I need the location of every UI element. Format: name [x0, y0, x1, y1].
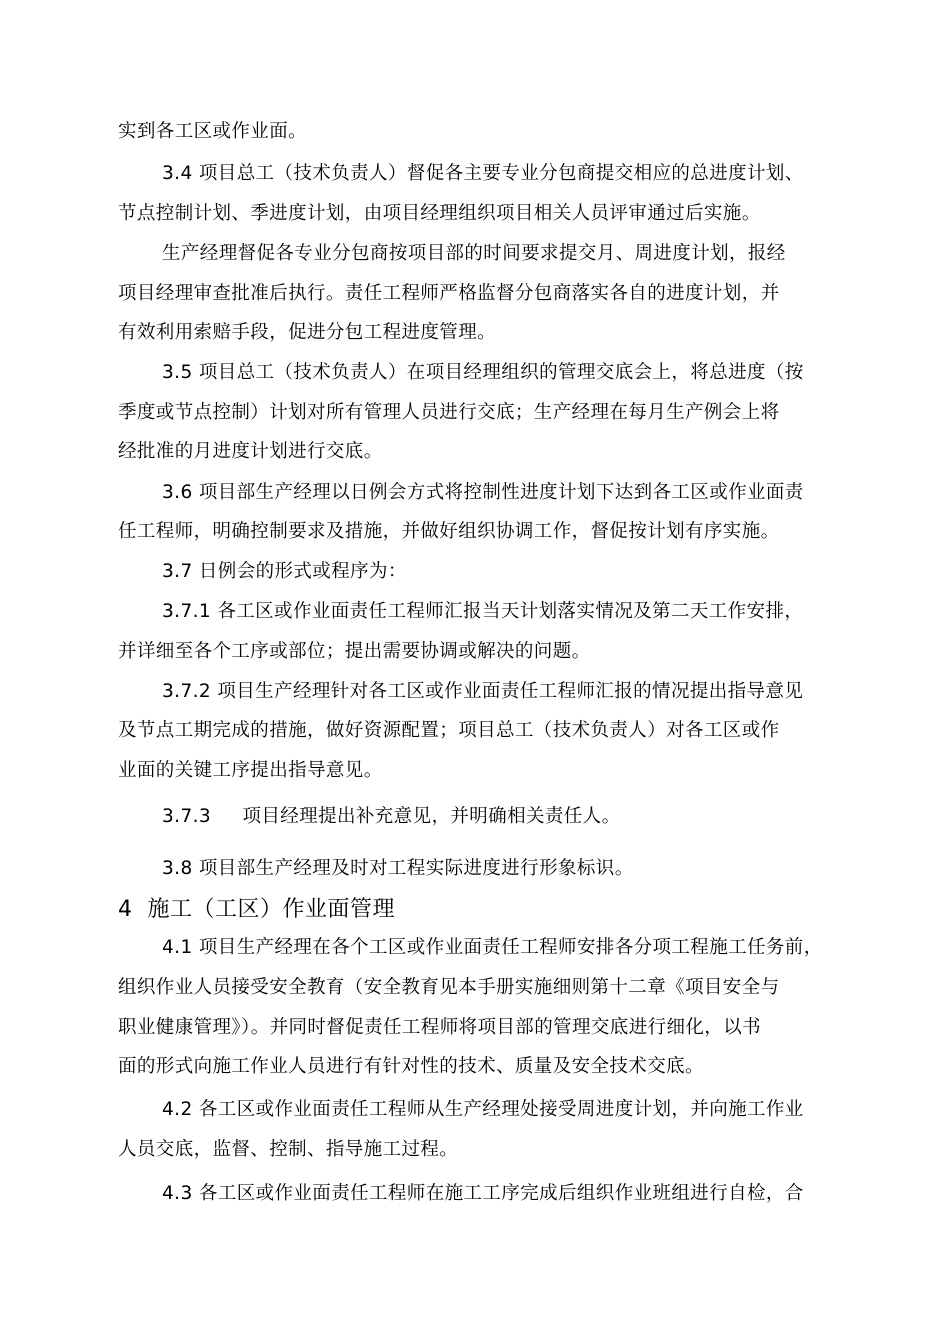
text-line: 3.4 项目总工（技术负责人）督促各主要专业分包商提交相应的总进度计划、: [162, 163, 804, 184]
text-line: 4.2 各工区或作业面责任工程师从生产经理处接受周进度计划，并向施工作业: [162, 1099, 804, 1120]
text-line: 经批准的月进度计划进行交底。: [118, 441, 383, 462]
text-line: 3.7.3 项目经理提出补充意见，并明确相关责任人。: [162, 806, 621, 827]
text-line: 组织作业人员接受安全教育（安全教育见本手册实施细则第十二章《项目安全与: [118, 977, 780, 998]
text-line: 4.1 项目生产经理在各个工区或作业面责任工程师安排各分项工程施工任务前，: [162, 937, 823, 958]
text-line: 3.8 项目部生产经理及时对工程实际进度进行形象标识。: [162, 858, 634, 879]
text-line: 季度或节点控制）计划对所有管理人员进行交底；生产经理在每月生产例会上将: [118, 402, 780, 423]
text-line: 有效利用索赔手段，促进分包工程进度管理。: [118, 322, 497, 343]
text-line: 3.6 项目部生产经理以日例会方式将控制性进度计划下达到各工区或作业面责: [162, 482, 804, 503]
text-line: 人员交底，监督、控制、指导施工过程。: [118, 1139, 459, 1160]
text-line: 职业健康管理》）。并同时督促责任工程师将项目部的管理交底进行细化，以书: [118, 1017, 762, 1038]
text-line: 节点控制计划、季进度计划，由项目经理组织项目相关人员评审通过后实施。: [118, 203, 761, 224]
text-line: 业面的关键工序提出指导意见。: [118, 760, 383, 781]
text-line: 3.7.2 项目生产经理针对各工区或作业面责任工程师汇报的情况提出指导意见: [162, 681, 804, 702]
text-line: 3.7.1 各工区或作业面责任工程师汇报当天计划落实情况及第二天工作安排，: [162, 601, 804, 622]
text-line: 4.3 各工区或作业面责任工程师在施工工序完成后组织作业班组进行自检，合: [162, 1183, 804, 1204]
text-line: 面的形式向施工作业人员进行有针对性的技术、质量及安全技术交底。: [118, 1056, 704, 1077]
text-line: 实到各工区或作业面。: [118, 121, 308, 142]
text-line: 3.7 日例会的形式或程序为：: [162, 561, 407, 582]
text-line: 3.5 项目总工（技术负责人）在项目经理组织的管理交底会上，将总进度（按: [162, 362, 804, 383]
text-line: 及节点工期完成的措施，做好资源配置；项目总工（技术负责人）对各工区或作: [118, 720, 780, 741]
text-line: 任工程师，明确控制要求及措施，并做好组织协调工作，督促按计划有序实施。: [118, 521, 780, 542]
text-line: 生产经理督促各专业分包商按项目部的时间要求提交月、周进度计划，报经: [162, 243, 786, 264]
section-heading: 4 施工（工区）作业面管理: [118, 897, 395, 922]
text-line: 项目经理审查批准后执行。责任工程师严格监督分包商落实各自的进度计划，并: [118, 283, 780, 304]
text-line: 并详细至各个工序或部位；提出需要协调或解决的问题。: [118, 641, 591, 662]
